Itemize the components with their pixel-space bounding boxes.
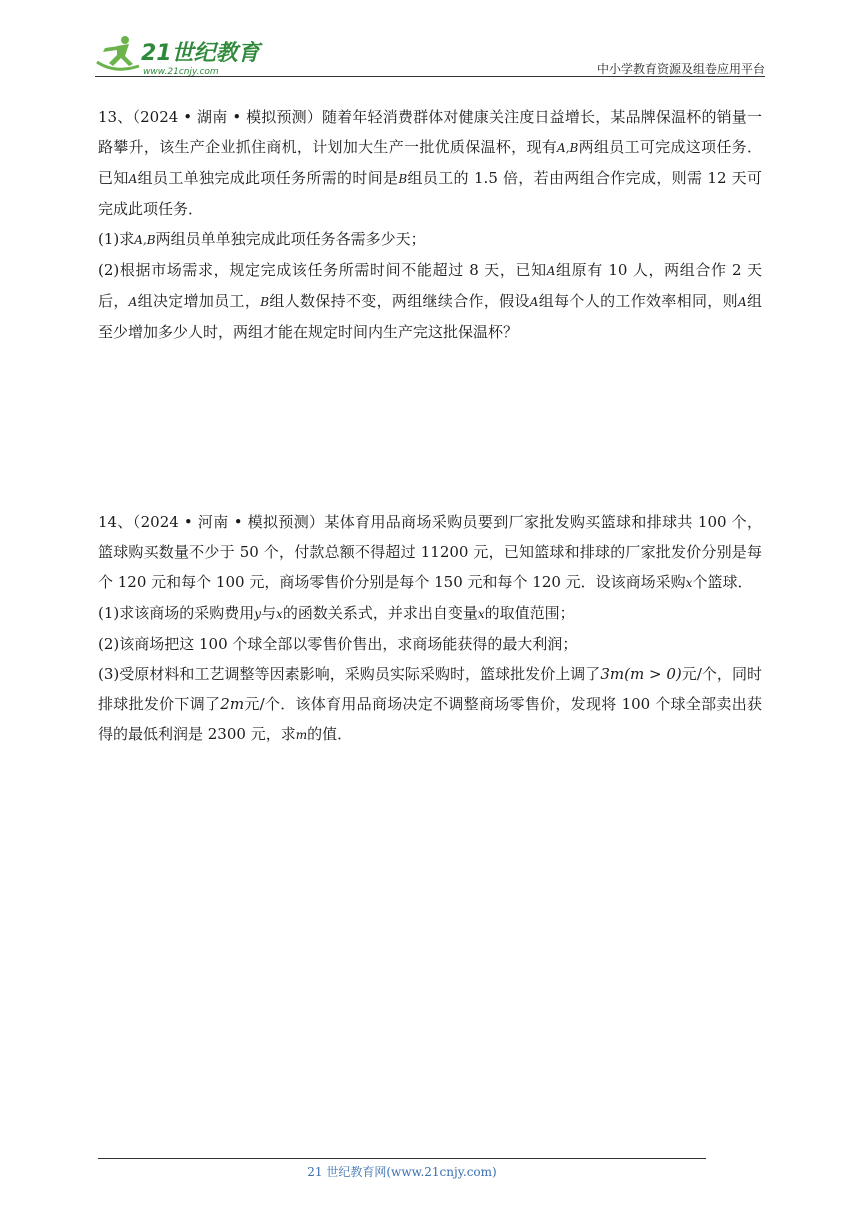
- page-header: [95, 32, 765, 80]
- platform-title: 中小学教育资源及组卷应用平台: [596, 62, 765, 76]
- q14-part-2: (2)该商场把这 100 个球全部以零售价售出，求商场能获得的最大利润；: [98, 635, 578, 653]
- q13-part-2: (2)根据市场需求，规定完成该任务所需时间不能超过 8 天，已知A组原有 10 人，两组合作 2 天后，A组决定增加员工，B组人数保持不变，两组继续合作，假设A组每个人的工作效率相同，则A组至少增加多少人时，两组才能在规定时间内生产完这批保温杯？: [98, 261, 762, 341]
- q14-part-3: (3)受原材料和工艺调整等因素影响，采购员实际采购时，篮球批发价上调了3m(m > 0)元/个，同时排球批发价下调了2m元/个．该体育用品商场决定不调整商场零售价，发现将 100 个球全部卖出获得的最低利润是 2300 元，求m的值．: [98, 665, 762, 743]
- site-logo: [95, 32, 265, 78]
- logo-text: 21世纪教育: [141, 41, 260, 66]
- runner-icon: [97, 36, 139, 69]
- question-13: [98, 102, 762, 347]
- logo-url: www.21cnjy.com: [143, 67, 219, 77]
- header-divider: [95, 76, 765, 77]
- question-14: [98, 507, 762, 750]
- footer-text: 21 世纪教育网(www.21cnjy.com): [307, 1165, 497, 1179]
- footer-divider: [98, 1158, 706, 1159]
- q13-stem: 13、（2024 • 湖南 • 模拟预测）随着年轻消费群体对健康关注度日益增长，某品牌保温杯的销量一路攀升，该生产企业抓住商机，计划加大生产一批优质保温杯，现有A,B两组员工可完成这项任务．已知A组员工单独完成此项任务所需的时间是B组员工的 1.5 倍，若由两组合作完成，则需 12 天可完成此项任务．: [98, 108, 762, 218]
- q13-part-1: (1)求A,B两组员单单独完成此项任务各需多少天；: [98, 230, 426, 248]
- q14-part-1: (1)求该商场的采购费用y与x的函数关系式，并求出自变量x的取值范围；: [98, 604, 575, 622]
- q14-stem: 14、（2024 • 河南 • 模拟预测）某体育用品商场采购员要到厂家批发购买篮球和排球共 100 个，篮球购买数量不少于 50 个，付款总额不得超过 11200 元，已知篮球和排球的厂家批发价分别是每个 120 元和每个 100 元，商场零售价分别是每个 150 元和每个 120 元．设该商场采购x个篮球．: [98, 513, 762, 591]
